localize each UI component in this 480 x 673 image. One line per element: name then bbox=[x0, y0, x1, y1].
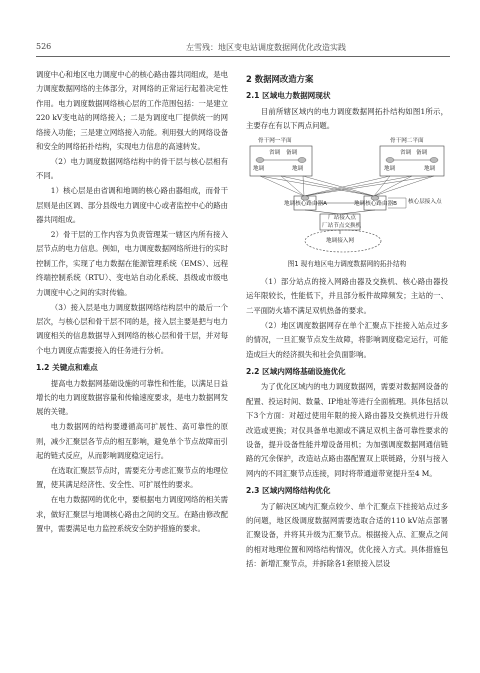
section-heading-2-1: 2.1 区域电力数据网现状 bbox=[246, 91, 331, 101]
site-label: 地调 bbox=[424, 165, 436, 172]
page-header bbox=[36, 42, 450, 56]
paragraph: 提高电力数据网基础设施的可靠性和性能，以满足日益增长的电力调度数据容量和传输速度要求，是电力数据网发展的关键。 bbox=[36, 378, 228, 417]
section-heading-2-3: 2.3 区域内网络结构优化 bbox=[246, 486, 331, 496]
access-point-label: 厂站接入点 bbox=[328, 214, 356, 221]
backbone-plane-2-label: 骨干网二平面 bbox=[390, 137, 424, 144]
provincial-dispatch-label: 省调 bbox=[269, 149, 281, 156]
router-icons bbox=[256, 157, 438, 200]
paragraph: 目前所辖区域内的电力调度数据网拓扑结构如图1所示，主要存在有以下两点问题。 bbox=[246, 106, 448, 131]
core-layer-note: 核心层接入点 bbox=[408, 198, 442, 205]
paragraph: 在电力数据网的优化中，要根据电力调度网络的相关需求，做好汇聚层与地调核心路由之间的交互。在路由修改配置中，需要满足电力监控系统安全防护措施的要求。 bbox=[36, 495, 228, 534]
site-label: 地调 bbox=[253, 165, 265, 172]
paragraph: 1）核心层是由省调和地调的核心路由器组成，而骨干层则是由区调、部分县级电力调度中心或者监控中心的路由器共同组成。 bbox=[36, 186, 228, 225]
paragraph: （2）电力调度数据网络结构中的骨干层与核心层相有不同。 bbox=[36, 156, 228, 181]
right-column bbox=[246, 68, 448, 572]
paragraph: （2）地区调度数据网存在单个汇聚点下挂接入站点过多的情况，一旦汇聚节点发生故障，将影响调度稳定运行，可能造成巨大的经济损失和社会负面影响。 bbox=[246, 320, 448, 359]
site-label: 地调 bbox=[292, 165, 304, 172]
backbone-plane-1-label: 骨干网一平面 bbox=[258, 137, 292, 144]
header-rule bbox=[36, 56, 450, 57]
provincial-dispatch-label: 省调 bbox=[400, 149, 412, 156]
backup-dispatch-label: 备调 bbox=[416, 149, 428, 156]
paragraph: 为了优化区域内的电力调度数据网，需要对数据网设备的配置、投运时间、数量、IP地址等进行全面梳理。具体包括以下3个方面：对超过使用年限的接入路由器及交换机进行升级改造或更换；对仅具备单电源或不满足双机主备可靠性要求的设备，提升设备性能并增设备用机；为加强调度数据网通信链路的冗余保护，改造站点路由器配置双上联链路，分别与接入网内的不同汇聚节点连接，同时将带通道带宽提升至4 M。 bbox=[246, 382, 448, 478]
section-heading-2: 2 数据网改造方案 bbox=[246, 74, 314, 84]
paragraph: 调度中心和地区电力调度中心的核心路由器共同组成，是电力调度数据网络的主体部分，对网络的正常运行起着决定性作用。电力调度数据网络核心层的工作范围包括：一是建立220 kV变电站的网络接入；二是为调度电厂提供统一的网络接入功能；三是建立网络接入功能。利用强大的网络设备和安全的网络拓扑结构，实现电力信息的高速转发。 bbox=[36, 70, 228, 152]
site-label: 地调 bbox=[384, 165, 396, 172]
paragraph: 电力数据网的结构要遵循高可扩展性、高可靠性的原则，减少汇聚层各节点的相互影响，避免单个节点故障而引起的链式反应，从而影响调度稳定运行。 bbox=[36, 422, 228, 461]
figure-caption: 图1 现有地区电力调度数据网的拓扑结构 bbox=[287, 259, 407, 268]
paragraph: 在选取汇聚层节点时，需要充分考虑汇聚节点的地理位置，使其满足经济性、安全性、可扩展性的要求。 bbox=[36, 465, 228, 490]
topology-figure bbox=[248, 138, 448, 255]
access-network-label: 地调接入网 bbox=[326, 237, 354, 244]
paragraph: （3）接入层是电力调度数据网络结构层中的最后一个层次，与核心层和骨干层不同的是，接入层主要是把与电力调度相关的信息数据导入到网络的核心层和骨干层，并对每个电力调度点需要接入的任务进行分析。 bbox=[36, 302, 228, 355]
section-heading-1-2: 1.2 关键点和难点 bbox=[36, 363, 98, 373]
core-router-b-label: 地调核心路由器B bbox=[354, 200, 397, 207]
station-switch-label: 厂站节点交换机 bbox=[322, 222, 362, 229]
backup-dispatch-label: 备调 bbox=[286, 149, 298, 156]
paragraph: （1）部分站点的接入网路由器及交换机、核心路由器投运年限较长，性能低下，并且部分板件故障频发；主站的一、二平面防火墙不满足双机热备的要求。 bbox=[246, 277, 448, 315]
page-number: 526 bbox=[36, 42, 52, 51]
section-heading-2-2: 2.2 区域内网络基础设施优化 bbox=[246, 366, 346, 376]
paragraph: 2）骨干层的工作内容为负责管理某一辖区内所有接入层节点的电力信息。例如，电力调度数据网络所进行的实时控制工作，实现了电力数据在能源管理系统（EMS）、远程终端控制系统（RTU）、变电站自动化系统、县级或市级电力调度中心之间的实时传输。 bbox=[36, 229, 228, 297]
core-router-a-label: 地调核心路由器A bbox=[284, 200, 327, 207]
running-title: 左雪残：地区变电站调度数据网优化改造实践 bbox=[186, 43, 346, 52]
paragraph: 为了解决区域内汇聚点较少、单个汇聚点下挂接站点过多的问题，地区级调度数据网需要选取合适的110 kV站点部署汇聚设备，并将其升级为汇聚节点。根据接入点、汇聚点之间的相对地理位置和网络结构情况，优化接入方式。具体措施包括：新增汇聚节点，并拆除各1套原接入层设 bbox=[246, 501, 448, 569]
left-column bbox=[36, 68, 228, 537]
